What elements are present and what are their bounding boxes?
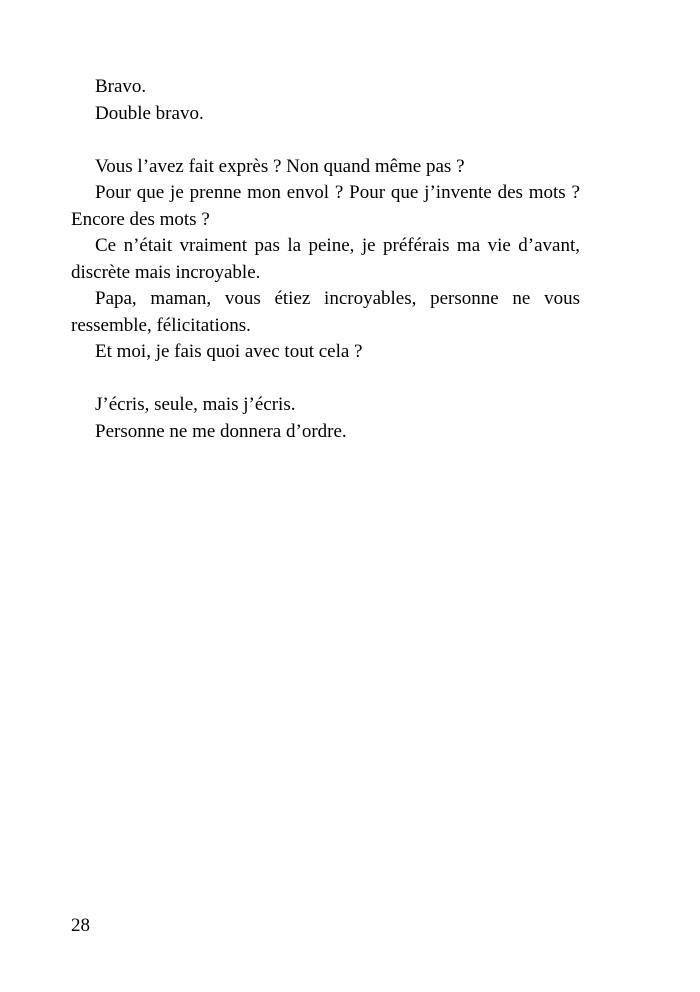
stanza-1 <box>71 74 580 127</box>
paragraph: Et moi, je fais quoi avec tout cela ? <box>95 341 363 362</box>
paragraph: Ce n’était vraiment pas la peine, je préférais ma vie d’avant, discrète mais incroyable. <box>71 235 580 283</box>
paragraph: Vous l’avez fait exprès ? Non quand même pas ? <box>95 155 465 177</box>
stanza-3 <box>71 392 580 445</box>
paragraph: Personne ne me donnera d’ordre. <box>95 420 347 442</box>
paragraph: Papa, maman, vous étiez incroyables, personne ne vous ressemble, félicitations. <box>71 288 580 336</box>
page-number: 28 <box>71 915 90 936</box>
paragraph: Pour que je prenne mon envol ? Pour que j’invente des mots ? Encore des mots ? <box>71 182 580 230</box>
paragraph: Double bravo. <box>95 102 204 124</box>
stanza-break <box>71 366 580 393</box>
paragraph: Bravo. <box>95 76 147 97</box>
paragraph: J’écris, seule, mais j’écris. <box>95 394 296 415</box>
stanza-break <box>71 127 580 154</box>
body-text <box>71 74 580 445</box>
stanza-2 <box>71 154 580 366</box>
